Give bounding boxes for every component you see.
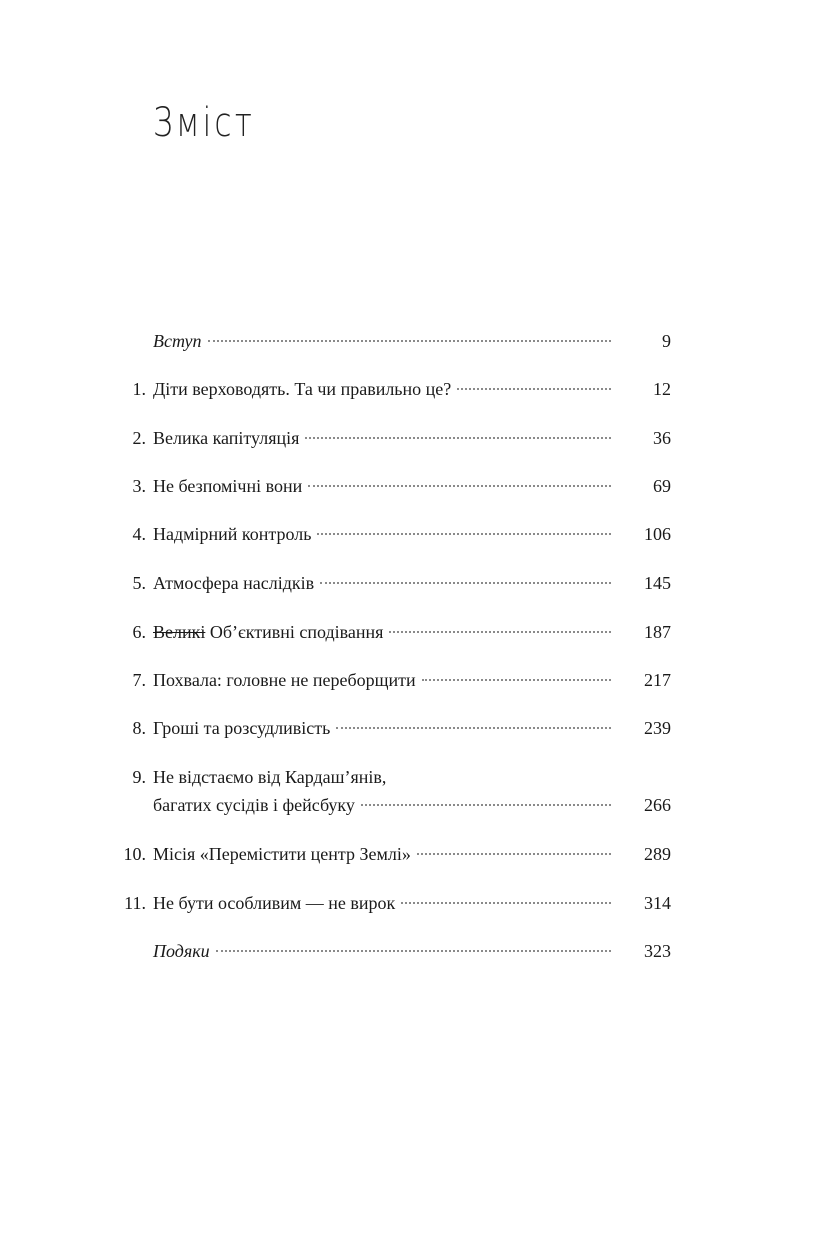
- toc-entry-title: Велика капітуляція: [153, 428, 300, 448]
- toc-entry-page: 12: [653, 379, 671, 399]
- toc-entry-page: 266: [644, 795, 671, 815]
- title-text: Об’єктивні сподівання: [209, 622, 384, 642]
- toc-entry-title: Подяки: [153, 941, 210, 961]
- dot-leader: [389, 631, 611, 633]
- toc-entry-number: 9.: [132, 767, 146, 787]
- dot-leader: [457, 388, 611, 390]
- toc-entry-number: 2.: [132, 428, 146, 448]
- toc-entry-page: 9: [662, 331, 671, 351]
- toc-entry-title: Вступ: [153, 331, 202, 351]
- toc-entry-number: 1.: [132, 379, 146, 399]
- dot-leader: [216, 950, 611, 952]
- toc-entry-title: [153, 620, 383, 644]
- toc-entry-title-line-2: багатих сусідів і фейсбуку: [153, 795, 355, 815]
- struck-word: Великі: [153, 622, 206, 642]
- toc-entry-number: 4.: [132, 524, 146, 544]
- toc-entry-page: 239: [644, 718, 671, 738]
- toc-entry-title: Гроші та розсудливість: [153, 718, 331, 738]
- dot-leader: [422, 679, 611, 681]
- toc-entry-number: 8.: [132, 718, 146, 738]
- dot-leader: [361, 804, 611, 806]
- toc-entry-page: 323: [644, 941, 671, 961]
- dot-leader: [308, 485, 611, 487]
- toc-entry-title: Не безпомічні вони: [153, 476, 303, 496]
- page-title: Зміст: [153, 100, 255, 146]
- toc-entry-page: 314: [644, 893, 671, 913]
- toc-entry-page: 69: [653, 476, 671, 496]
- toc-entry-page: 145: [644, 573, 671, 593]
- dot-leader: [305, 437, 611, 439]
- toc-entry-number: 6.: [132, 622, 146, 642]
- toc-entry-title: Атмосфера наслідків: [153, 573, 315, 593]
- toc-entry-number: 10.: [123, 844, 146, 864]
- toc-entry-page: 289: [644, 844, 671, 864]
- dot-leader: [320, 582, 611, 584]
- toc-entry-number: 7.: [132, 670, 146, 690]
- toc-entry-number: 11.: [124, 893, 146, 913]
- toc-entry-title: Діти верховодять. Та чи правильно це?: [153, 379, 452, 399]
- toc-entry-title: Похвала: головне не переборщити: [153, 670, 416, 690]
- toc-entry-number: 5.: [132, 573, 146, 593]
- dot-leader: [417, 853, 611, 855]
- toc-entry-page: 106: [644, 524, 671, 544]
- toc-entry-number: 3.: [132, 476, 146, 496]
- toc-entry-page: 217: [644, 670, 671, 690]
- dot-leader: [208, 340, 611, 342]
- toc-entry-title-line-1: Не відстаємо від Кардаш’янів,: [153, 767, 387, 787]
- dot-leader: [401, 902, 611, 904]
- dot-leader: [317, 533, 611, 535]
- toc-entry-page: 36: [653, 428, 671, 448]
- toc-entry-page: 187: [644, 622, 671, 642]
- toc-entry-title: Місія «Перемістити центр Землі»: [153, 844, 411, 864]
- toc-entry-title: Надмірний контроль: [153, 524, 312, 544]
- dot-leader: [336, 727, 611, 729]
- toc-entry-title: Не бути особливим — не вирок: [153, 893, 396, 913]
